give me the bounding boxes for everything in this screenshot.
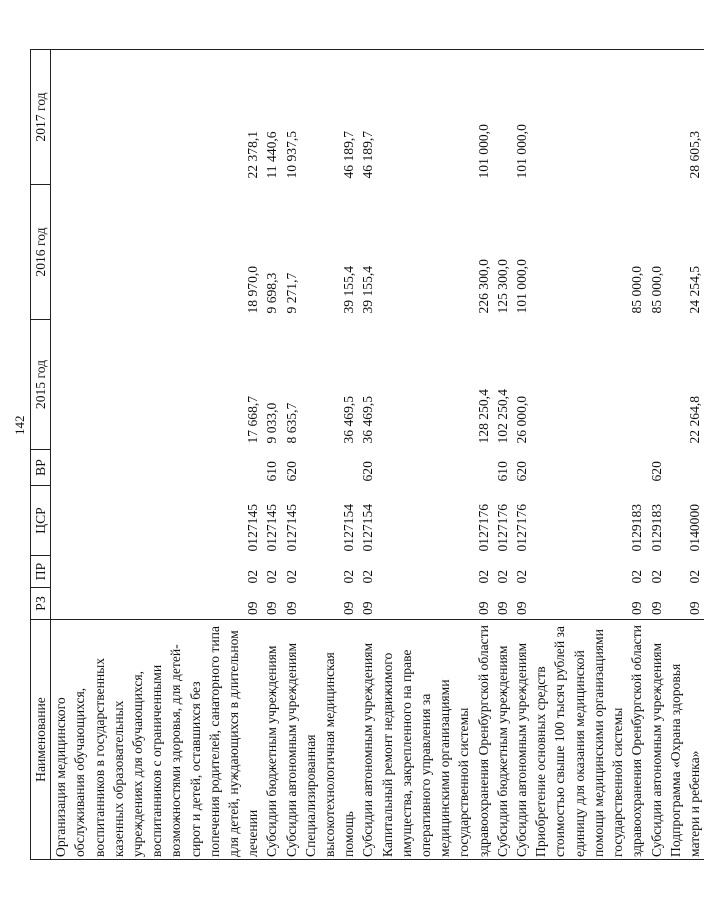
row-2017: 10 937,5 xyxy=(282,50,301,185)
table-row xyxy=(512,50,531,860)
row-vr: 620 xyxy=(648,461,664,482)
row-2016: 85 000,0 xyxy=(629,265,645,314)
table-header-row xyxy=(31,50,51,860)
row-vr xyxy=(666,450,704,486)
table-row xyxy=(378,50,493,860)
row-csr: 0127176 xyxy=(514,503,530,552)
row-name: Специализированная высокотехнологичная медицинская помощь xyxy=(301,620,359,860)
header-2017: 2017 год xyxy=(31,50,51,185)
row-vr: 610 xyxy=(264,461,280,482)
table-row xyxy=(666,50,704,860)
table-row xyxy=(301,50,359,860)
row-2017: 46 189,7 xyxy=(301,50,359,185)
row-name: Субсидии автономным учреждениям xyxy=(647,620,666,860)
row-2016: 101 000,0 xyxy=(514,259,530,314)
row-2017: 101 000,0 xyxy=(378,50,493,185)
row-pr: 02 xyxy=(264,569,280,584)
row-2015: 22 264,8 xyxy=(686,395,702,444)
row-rz: 09 xyxy=(514,601,530,615)
row-rz: 09 xyxy=(629,601,645,615)
row-pr: 02 xyxy=(475,569,491,584)
row-rz: 09 xyxy=(475,601,491,615)
header-pr: ПР xyxy=(31,556,51,588)
row-2016: 85 000,0 xyxy=(648,265,664,314)
row-2017 xyxy=(647,50,666,185)
row-2017: 101 000,0 xyxy=(512,50,531,185)
row-pr: 02 xyxy=(629,569,645,584)
row-pr: 02 xyxy=(494,569,510,584)
row-rz: 09 xyxy=(360,601,376,615)
row-2016: 18 970,0 xyxy=(245,265,261,314)
row-2017: 22 378,1 xyxy=(51,50,263,185)
row-2015 xyxy=(531,320,646,450)
row-2017: 28 605,3 xyxy=(666,50,704,185)
row-csr: 0127176 xyxy=(494,503,510,552)
row-2016: 24 254,5 xyxy=(686,265,702,314)
row-2016: 9 698,3 xyxy=(264,272,280,314)
row-pr: 02 xyxy=(360,569,376,584)
row-2015: 8 635,7 xyxy=(283,402,299,444)
row-2016: 9 271,7 xyxy=(283,272,299,314)
row-vr xyxy=(51,450,263,486)
row-csr: 0127145 xyxy=(264,503,280,552)
row-pr: 02 xyxy=(283,569,299,584)
row-name: Приобретение основных средств стоимостью свыше 100 тысяч рублей за единицу для оказания медицинской помощи медицинскими организациями государственной системы здравоохранения Оренбургской области xyxy=(531,620,646,860)
row-rz: 09 xyxy=(341,601,357,615)
header-2015: 2015 год xyxy=(31,320,51,450)
row-name: Субсидии бюджетным учреждениям xyxy=(262,620,281,860)
row-csr: 0127176 xyxy=(475,503,491,552)
row-name: Субсидии автономным учреждениям xyxy=(282,620,301,860)
budget-table xyxy=(30,49,704,860)
row-pr: 02 xyxy=(686,569,702,584)
table-row xyxy=(647,50,666,860)
row-vr: 620 xyxy=(360,461,376,482)
row-2015: 36 469,5 xyxy=(341,395,357,444)
row-name: Капитальный ремонт недвижимого имущества, закрепленного на праве оперативного управления за медицинскими организациями государственной системы здравоохранения Оренбургской области xyxy=(378,620,493,860)
row-2015 xyxy=(647,320,666,450)
row-2015: 102 250,4 xyxy=(494,389,510,444)
row-pr: 02 xyxy=(514,569,530,584)
row-pr: 02 xyxy=(648,569,664,584)
row-2017: 46 189,7 xyxy=(358,50,377,185)
row-2016: 125 300,0 xyxy=(494,259,510,314)
row-vr xyxy=(301,450,359,486)
row-name: Субсидии автономным учреждениям xyxy=(358,620,377,860)
header-2016: 2016 год xyxy=(31,185,51,320)
row-2016: 226 300,0 xyxy=(475,259,491,314)
row-rz: 09 xyxy=(686,601,702,615)
row-rz: 09 xyxy=(648,601,664,615)
row-2015: 36 469,5 xyxy=(360,395,376,444)
table-row xyxy=(531,50,646,860)
row-2016: 39 155,4 xyxy=(360,265,376,314)
table-row xyxy=(51,50,263,860)
row-name: Подпрограмма «Охрана здоровья матери и ребенка» xyxy=(666,620,704,860)
row-csr: 0127154 xyxy=(360,503,376,552)
row-csr: 0127145 xyxy=(245,503,261,552)
row-csr: 0127154 xyxy=(341,503,357,552)
table-row xyxy=(262,50,281,860)
row-2015: 26 000,0 xyxy=(514,395,530,444)
row-vr: 620 xyxy=(514,461,530,482)
header-csr: ЦСР xyxy=(31,486,51,556)
row-pr: 02 xyxy=(245,569,261,584)
row-vr: 620 xyxy=(283,461,299,482)
row-2017 xyxy=(531,50,646,185)
row-csr: 0129183 xyxy=(648,503,664,552)
table-row xyxy=(493,50,512,860)
row-rz: 09 xyxy=(283,601,299,615)
page-number: 142 xyxy=(12,415,27,435)
row-2015: 17 668,7 xyxy=(245,395,261,444)
row-csr: 0129183 xyxy=(629,503,645,552)
row-rz: 09 xyxy=(494,601,510,615)
row-vr xyxy=(378,450,493,486)
table-row xyxy=(358,50,377,860)
row-name: Субсидии автономным учреждениям xyxy=(512,620,531,860)
row-2017 xyxy=(493,50,512,185)
row-csr: 0127145 xyxy=(283,503,299,552)
row-2015: 128 250,4 xyxy=(475,389,491,444)
row-rz: 09 xyxy=(245,601,261,615)
row-rz: 09 xyxy=(264,601,280,615)
row-name: Организация медицинского обслуживания обучающихся, воспитанников в государственных казенных образовательных учреждениях для обучающихся, воспитанников с ограниченными возможностями здоровья, для детей-сирот и детей, оставшихся без попечения родителей, санаторного типа для детей, нуждающихся в длительном лечении xyxy=(51,620,263,860)
header-rz: РЗ xyxy=(31,588,51,620)
row-pr: 02 xyxy=(341,569,357,584)
row-name: Субсидии бюджетным учреждениям xyxy=(493,620,512,860)
table-row xyxy=(282,50,301,860)
row-vr xyxy=(531,450,646,486)
row-2017: 11 440,6 xyxy=(262,50,281,185)
row-vr: 610 xyxy=(494,461,510,482)
row-2016: 39 155,4 xyxy=(341,265,357,314)
row-csr: 0140000 xyxy=(686,503,702,552)
row-2015: 9 033,0 xyxy=(264,402,280,444)
header-name: Наименование xyxy=(31,620,51,860)
header-vr: ВР xyxy=(31,450,51,486)
